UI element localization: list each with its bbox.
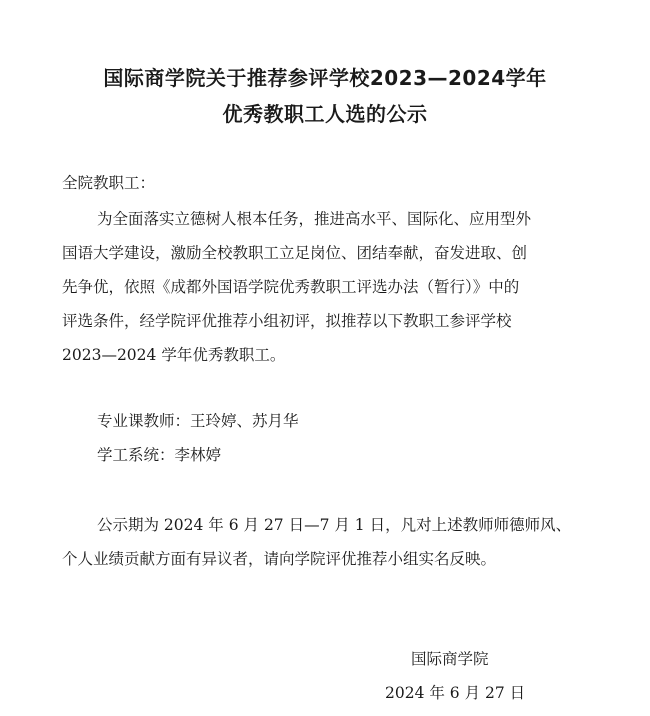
paragraph-line: 国语大学建设，激励全校教职工立足岗位、团结奉献，奋发进取、创 [62,244,528,262]
paragraph-line: 2023—2024 学年优秀教职工。 [62,346,286,364]
paragraph-line: 评选条件，经学院评优推荐小组初评，拟推荐以下教职工参评学校 [62,312,512,330]
signature-date: 2024 年 6 月 27 日 [385,684,526,702]
paragraph-line: 为全面落实立德树人根本任务，推进高水平、国际化、应用型外 [97,210,532,228]
notice-line: 公示期为 2024 年 6 月 27 日—7 月 1 日，凡对上述教师师德师风、 [97,516,572,534]
document-title-line-1: 国际商学院关于推荐参评学校2023—2024学年 [103,66,547,90]
notice-line: 个人业绩贡献方面有异议者，请向学院评优推荐小组实名反映。 [62,550,497,568]
nominee-line: 学工系统：李林婷 [97,446,222,464]
salutation: 全院教职工： [62,174,156,192]
nominee-line: 专业课教师：王玲婷、苏月华 [97,412,299,430]
paragraph-line: 先争优，依照《成都外国语学院优秀教职工评选办法（暂行）》中的 [62,278,520,296]
signature-organization: 国际商学院 [411,650,489,668]
document-title-line-2: 优秀教职工人选的公示 [222,102,428,126]
